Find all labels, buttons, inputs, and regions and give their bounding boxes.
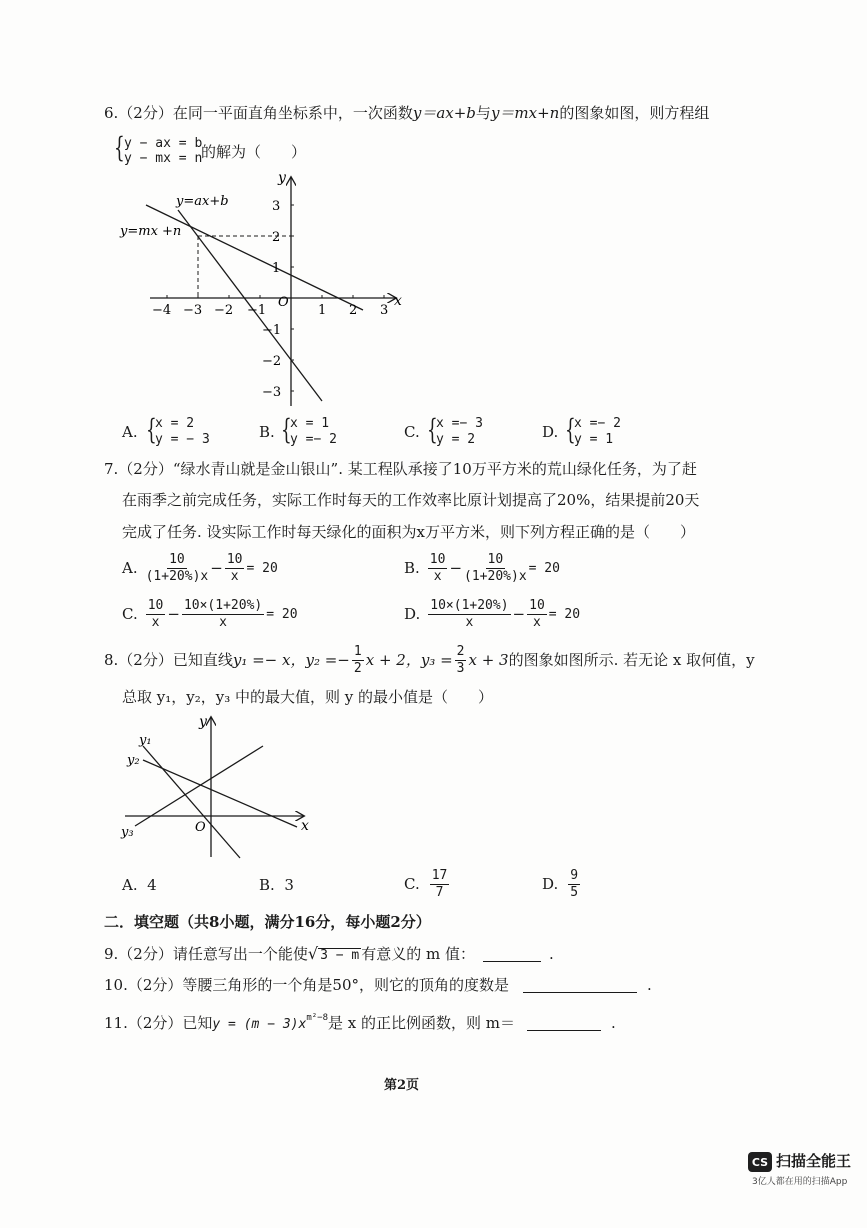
line-y2-label: y₂: [127, 753, 140, 768]
y-axis-label: y: [278, 170, 286, 186]
q8-option-d[interactable]: D. $\frac{9}{5}$: [542, 868, 579, 900]
q9-answer-blank[interactable]: [483, 948, 541, 962]
q11: 11.（2分）已知 y = (m − 3)x $^{m^2-8}$ 是 x 的正比例函数，则 m＝ .: [104, 1013, 616, 1032]
q11-answer-blank[interactable]: [527, 1017, 601, 1031]
svg-text:−1: −1: [247, 303, 267, 318]
q8-option-a[interactable]: A. 4: [122, 876, 157, 894]
line-y1-label: y₁: [139, 733, 152, 748]
q10-answer-blank[interactable]: [523, 979, 637, 993]
q8-stem: 8.（2分）已知直线 y₁ =− x， y₂ =− $\frac{1}{2}$ x + 2， y₃ = $\frac{2}{3}$ x + 3 的图象如图所示. 若无论 x 取何值，y: [104, 644, 755, 676]
origin-label: O: [195, 820, 206, 835]
x-axis-label: x: [301, 818, 309, 834]
svg-text:2: 2: [272, 230, 281, 245]
radical-sign: √: [307, 944, 319, 963]
section-heading: 二．填空题（共8小题，满分16分，每小题2分）: [104, 913, 431, 931]
q7-line2: 在雨季之前完成任务，实际工作时每天的工作效率比原计划提高了20%，结果提前20天: [122, 491, 700, 509]
q10: 10.（2分）等腰三角形的一个角是50°，则它的顶角的度数是 .: [104, 976, 652, 994]
q7-option-b[interactable]: B. $\frac{10}{x}$ − $\frac{10}{(1+20\%)x}$ = 20: [404, 552, 560, 584]
brand-tagline: 3亿人都在用的扫描App: [752, 1177, 848, 1187]
svg-text:−2: −2: [214, 303, 234, 318]
svg-text:1: 1: [318, 303, 327, 318]
line-mx-plus-n-label: y=mx +n: [120, 224, 182, 239]
svg-text:1: 1: [272, 261, 281, 276]
q6-system-eq1: y − ax = b: [124, 136, 203, 151]
svg-text:−4: −4: [152, 303, 172, 318]
svg-text:−1: −1: [262, 323, 282, 338]
svg-text:3: 3: [380, 303, 389, 318]
x-axis-label: x: [394, 293, 402, 309]
q8-option-b[interactable]: B. 3: [259, 876, 294, 894]
q6-system-brace: {: [114, 131, 125, 164]
line-mx-plus-n: [146, 205, 363, 310]
origin-label: O: [278, 295, 289, 310]
svg-text:3: 3: [272, 199, 281, 214]
line-ax-plus-b-label: y=ax+b: [176, 194, 229, 209]
brand-name: 扫描全能王: [776, 1152, 852, 1170]
line-y3-label: y₃: [121, 825, 134, 840]
q6-system-tail: 的解为（ ）: [201, 143, 307, 161]
line-y1: [143, 746, 240, 858]
q6-graph: [110, 168, 420, 418]
q8-line2: 总取 y₁，y₂，y₃ 中的最大值，则 y 的最小值是（ ）: [122, 688, 494, 706]
q7-line1: 7.（2分）“绿水青山就是金山银山”. 某工程队承接了10万平方米的荒山绿化任务，为了赶: [104, 460, 697, 478]
q8-option-c[interactable]: C. $\frac{17}{7}$: [404, 868, 448, 900]
page-number: 第2页: [384, 1078, 420, 1093]
q6-system-eq2: y − mx = n: [124, 151, 203, 166]
q9: 9.（2分）请任意写出一个能使 √ 3 − m 有意义的 m 值： .: [104, 944, 554, 963]
svg-text:−3: −3: [183, 303, 203, 318]
x-tick-labels: [152, 303, 388, 318]
svg-text:−2: −2: [262, 354, 282, 369]
q7-line3: 完成了任务. 设实际工作时每天绿化的面积为x万平方米，则下列方程正确的是（ ）: [122, 523, 695, 541]
y-axis-label: y: [199, 714, 207, 730]
svg-text:−3: −3: [262, 385, 282, 400]
q7-option-c[interactable]: C. $\frac{10}{x}$ − $\frac{10\times(1+20\%)}{x}$ = 20: [122, 598, 298, 630]
q8-graph: [115, 712, 320, 860]
q7-option-d[interactable]: D. $\frac{10\times(1+20\%)}{x}$ − $\frac{10}{x}$ = 20: [404, 598, 581, 630]
svg-text:2: 2: [349, 303, 358, 318]
q7-option-a[interactable]: A. $\frac{10}{(1+20\%)x}$ − $\frac{10}{x}$ = 20: [122, 552, 278, 584]
line-y2: [143, 760, 297, 827]
q6-stem: 6.（2分）在同一平面直角坐标系中，一次函数y＝ax+b与y＝mx+n的图象如图，则方程组: [104, 104, 710, 122]
camscanner-logo-icon: CS: [748, 1152, 772, 1172]
